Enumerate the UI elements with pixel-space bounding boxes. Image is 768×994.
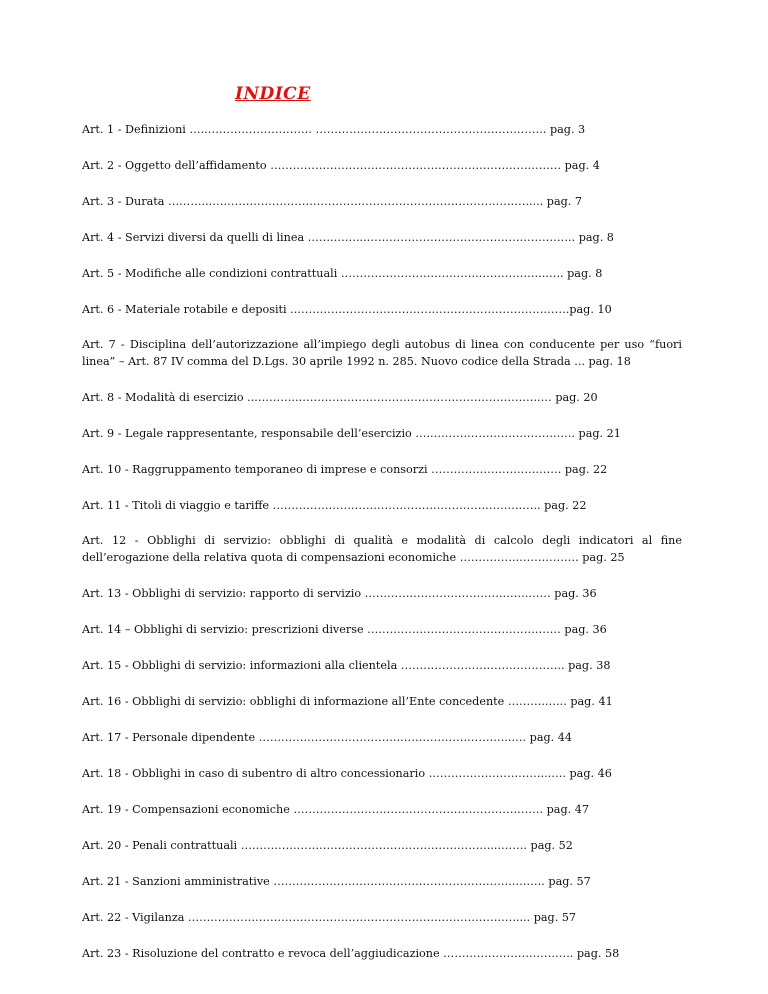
toc-entry-16: Art. 16 - Obblighi di servizio: obblighi di informazione all’Ente concedente ………..….. pag. 41 [82, 695, 613, 708]
index-title: INDICE [235, 84, 311, 104]
toc-entry-10: Art. 10 - Raggruppamento temporaneo di imprese e consorzi ……………………….……. pag. 22 [82, 463, 608, 476]
toc-entry-15: Art. 15 - Obblighi di servizio: informazioni alla clientela …………………………………….. pag. 38 [82, 659, 611, 672]
toc-entry-17: Art. 17 - Personale dipendente ………………………………..………………………...…. pag. 44 [82, 731, 573, 744]
toc-entry-7: Art. 7 - Disciplina dell’autorizzazione all’impiego degli autobus di linea con conducente per uso “fuori linea” – Art. 87 IV comma del D.Lgs. 30 aprile 1992 n. 285. Nuovo codice della Strada ... pag. 18 [82, 338, 682, 368]
toc-entry-9: Art. 9 - Legale rappresentante, responsabile dell’esercizio …..……………………………….. pag. 21 [82, 427, 621, 440]
toc-entry-12: Art. 12 - Obblighi di servizio: obblighi di qualità e modalità di calcolo degli indicatori al fine dell’erogazione della relativa quota di compensazioni economiche …………….……………. pag. 25 [82, 534, 682, 564]
toc-entry-13: Art. 13 - Obblighi di servizio: rapporto di servizio ……………………………….…….…… pag. 36 [82, 587, 597, 600]
toc-entry-6: Art. 6 - Materiale rotabile e depositi ..……………………………………………………………….pag. 10 [82, 303, 612, 316]
toc-entry-18: Art. 18 - Obblighi in caso di subentro di altro concessionario …………………………...…. pag. 46 [82, 767, 612, 780]
toc-entry-19: Art. 19 - Compensazioni economiche …………………………………………………………. pag. 47 [82, 803, 589, 816]
toc-entry-2: Art. 2 - Oggetto dell’affidamento …………………………………………………………………… pag. 4 [82, 159, 600, 172]
toc-entry-20: Art. 20 - Penali contrattuali …………………………………………………………....……. pag. 52 [82, 839, 573, 852]
toc-entry-3: Art. 3 - Durata ………...…………………………………………………………………………..... pag. 7 [82, 195, 583, 208]
toc-entry-1: Art. 1 - Definizioni …..………………………. …………………………………………………….. pag. 3 [82, 123, 586, 136]
toc-entry-21: Art. 21 - Sanzioni amministrative ………………………………………………………..….…. pag. 57 [82, 875, 591, 888]
toc-entry-8: Art. 8 - Modalità di esercizio ...………..………………………………………………………..… pag. 20 [82, 391, 598, 404]
toc-entry-11: Art. 11 - Titoli di viaggio e tariffe ……………………………………………………….…….. pag. 22 [82, 499, 587, 512]
toc-entry-23: Art. 23 - Risoluzione del contratto e revoca dell’aggiudicazione …………………………….. pag. 58 [82, 947, 620, 960]
toc-entry-22: Art. 22 - Vigilanza ……………………………………………………………………………..... pag. 57 [82, 911, 577, 924]
toc-entry-5: Art. 5 - Modifiche alle condizioni contrattuali ……………………………….……………...….. pag. 8 [82, 267, 603, 280]
table-of-contents [82, 121, 682, 981]
toc-entry-4: Art. 4 - Servizi diversi da quelli di linea …….……...……………………………………………….. pag. 8 [82, 231, 614, 244]
toc-entry-14: Art. 14 – Obblighi di servizio: prescrizioni diverse ……………………………………….…… pag. 36 [82, 623, 607, 636]
